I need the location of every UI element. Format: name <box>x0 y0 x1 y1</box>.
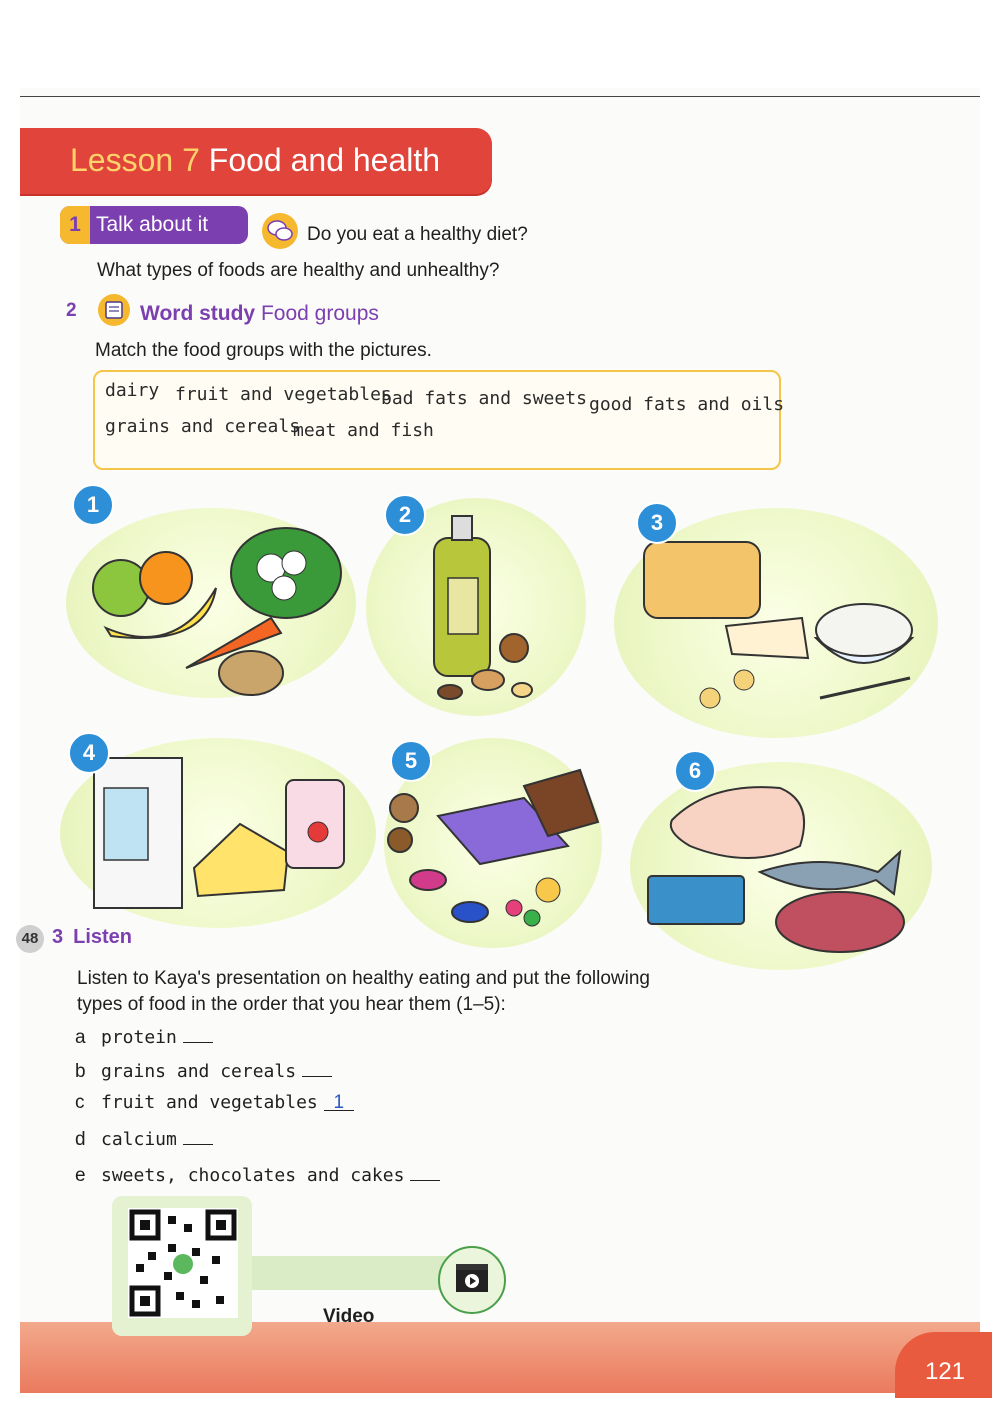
listen-title: Listen <box>73 926 133 948</box>
picture-number: 1 <box>72 484 114 526</box>
word-item: dairy <box>105 380 160 401</box>
page-number: 121 <box>895 1332 992 1398</box>
listen-heading <box>16 925 132 953</box>
picture-number: 4 <box>68 732 110 774</box>
section-2-number: 2 <box>66 300 77 321</box>
milk-cheese-yoghurt-illustration <box>60 738 376 928</box>
video-play-icon[interactable] <box>438 1246 506 1314</box>
speech-bubbles-icon <box>262 213 298 249</box>
word-item: fruit and vegetables <box>175 384 392 405</box>
word-study-title <box>140 302 379 326</box>
answer-blank[interactable]: 1 <box>324 1092 354 1111</box>
audio-track-number: 48 <box>16 925 44 953</box>
word-item: meat and fish <box>293 420 434 441</box>
word-item: good fats and oils <box>589 394 785 415</box>
picture-number: 6 <box>674 750 716 792</box>
list-item: a protein <box>75 1024 213 1049</box>
lesson-title: Food and health <box>208 142 441 178</box>
picture-6 <box>630 762 932 970</box>
fruit-vegetables-illustration <box>66 508 356 698</box>
answer-blank[interactable] <box>302 1058 332 1077</box>
picture-1 <box>66 508 356 698</box>
listen-instruction: Listen to Kaya's presentation on healthy eating and put the following types of food in the order that you hear them (1–5): <box>77 968 650 1015</box>
word-study-label: Word study <box>140 302 256 325</box>
question-healthy-diet: Do you eat a healthy diet? <box>307 224 528 245</box>
answer-blank[interactable] <box>410 1162 440 1181</box>
word-item: bad fats and sweets <box>381 388 587 409</box>
section-3-number: 3 <box>52 926 64 948</box>
list-item: d calcium <box>75 1126 213 1151</box>
word-box <box>93 370 785 470</box>
word-study-instruction: Match the food groups with the pictures. <box>95 340 432 361</box>
qr-code-icon[interactable] <box>128 1208 238 1318</box>
answer-blank[interactable] <box>183 1024 213 1043</box>
talk-about-it-badge <box>60 206 248 244</box>
picture-number: 5 <box>390 740 432 782</box>
list-item: b grains and cereals <box>75 1058 332 1083</box>
list-item: e sweets, chocolates and cakes <box>75 1162 440 1187</box>
picture-number: 3 <box>636 502 678 544</box>
answer-blank[interactable] <box>183 1126 213 1145</box>
section-label: Talk about it <box>96 213 209 236</box>
word-item: grains and cereals <box>105 416 301 437</box>
chicken-fish-meat-illustration <box>630 762 932 970</box>
lesson-banner <box>20 128 492 194</box>
question-food-types: What types of foods are healthy and unhealthy? <box>97 260 500 281</box>
top-rule <box>20 96 980 97</box>
picture-number: 2 <box>384 494 426 536</box>
word-study-topic: Food groups <box>260 302 379 325</box>
video-label: Video <box>323 1306 375 1327</box>
book-icon <box>98 294 130 326</box>
lesson-number: Lesson 7 <box>70 142 200 178</box>
picture-4 <box>60 738 376 928</box>
list-item: c fruit and vegetables 1 <box>75 1092 354 1114</box>
section-number: 1 <box>60 206 90 244</box>
